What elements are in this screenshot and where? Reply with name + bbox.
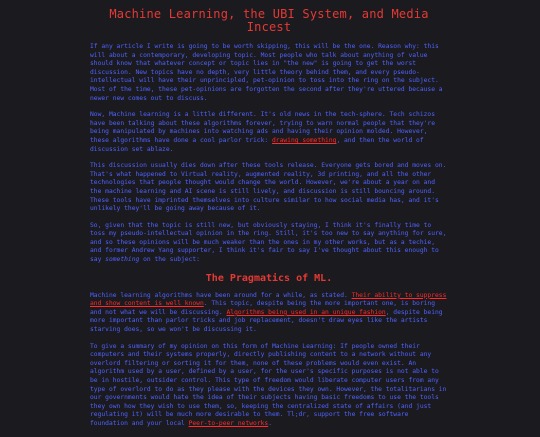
paragraph-intro: If any article I write is going to be worth skipping, this will be the one. Reason why: this will about a contemporary, developing topic. Most people who talk about anything of value should know that whatever concept or topic lies in "the new" is going to get the worst discussion. New topics have no depth, very little theory behind them, and every pseudo-intellectual will have their unprincipled, pet-opinion to toss into the ring on the subject. Most of the time, these pet-opinions are forgotten the second after they're uttered because a newer new comes out to discuss. [90, 43, 443, 102]
suppress-content-link[interactable]: Their ability to suppress and show content is well known [90, 291, 447, 308]
paragraph-text: , despite being more important than parlor tricks and job replacement, doesn't draw eyes like the artists starving does, so we won't be discussing it. [90, 308, 443, 334]
paragraph-opinion-intro [90, 222, 448, 265]
paragraph-text: . This topic, despite being the more important one, is boring and not what we will be discussing. [90, 300, 435, 316]
paragraph-text: To give a summary of my opinion on this form of Machine Learning: If people owned their computers and their systems properly, directly publishing content to a network without any overlord filtering or sorting it for them, none of these problems would even exist. An algorithm used by a user, defined by a user, for the user's specific purposes is not able to be in hostile, outsider control. This type of freedom would liberate computer users from any type of overlord to do as they please with the devices they own. However, the totalitarians in our governments would hate the idea of their subjects having basic freedoms to use the tools they own how they wish to use them, so, keeping the centralized state of affairs (and just regulating it) will be much more desirable to them. Tl;dr, support the free software foundation and your local [90, 342, 447, 427]
paragraph-machine-learning-different [90, 111, 448, 154]
paragraph-discussion-dies: This discussion usually dies down after these tools release. Everyone gets bored and moves on. That's what happened to Virtual reality, augmented reality, 3d printing, and all the other technologies that people thought would change the world. However, we're about a year on and the machine learning and AI scene is still lively, and discussion is still bouncing around. These tools have imprinted themselves into culture similar to how social media has, and it's unlikely they'll be going away because of it. [90, 162, 447, 213]
unique-fashion-link[interactable]: Algorithms being used in an unique fashion [226, 308, 386, 316]
paragraph-text: . [268, 419, 272, 427]
paragraph-text: Now, Machine learning is a little different. It's old news in the tech-sphere. Tech schizos have been talking about these algorithms forever, trying to warn normal people that they're being manipulated by machines into watching ads and having their opinion molded. However, these algorithms have done a cool parlor trick: [90, 111, 435, 144]
paragraph-text: Machine learning algorithms have been around for a while, as stated. [90, 291, 352, 299]
emphasis-something: something [105, 256, 140, 264]
article [90, 8, 448, 437]
drawing-something-link[interactable]: drawing something [271, 136, 337, 144]
paragraph-text: , and then the world of discussion set ablaze. [90, 136, 424, 153]
paragraph-summary-opinion [90, 343, 448, 429]
paragraph-algorithms [90, 292, 448, 335]
paragraph-text: So, given that the topic is still new, but obviously staying, I think it's finally time to toss my pseudo-intellectual opinion in the ring. Still, it's too new to say anything for sure, and so these opinions will be much weaker than the ones in my other works, but as a techie, and former Andrew Yang supporter, I think it's fair to say I've thought about this enough to say [90, 221, 447, 264]
paragraph-text: on the subject: [139, 256, 200, 264]
peer-to-peer-networks-link[interactable]: Peer-to-peer networks [188, 419, 269, 427]
section-heading-pragmatics: The Pragmatics of ML. [205, 272, 333, 284]
article-title: Machine Learning, the UBI System, and Media Incest [109, 7, 429, 34]
